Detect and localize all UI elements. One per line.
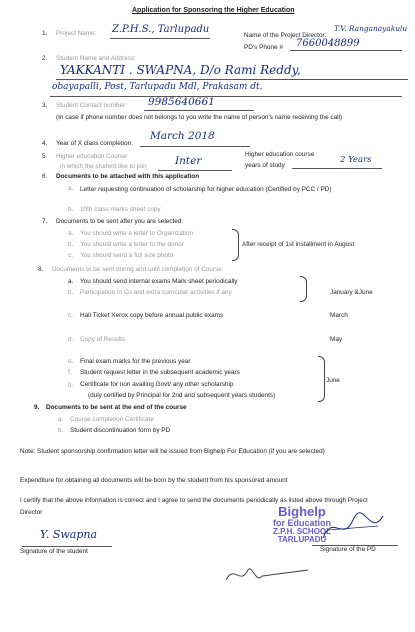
- x-class-completion-value: March 2018: [150, 130, 215, 142]
- item-2-number: 2.: [42, 55, 48, 62]
- years-of-study-label: Higher education course: [245, 151, 315, 158]
- schedule-june: June: [326, 377, 340, 384]
- student-contact-label: Student Contact number:: [56, 102, 128, 109]
- certification-statement: I certify that the above information is correct and I agree to send the documents periodically as listed above through Project Director: [20, 497, 368, 516]
- installment-note: After receipt of 1st installment in August: [242, 241, 355, 248]
- item-8-number: 8.: [38, 266, 44, 273]
- expenditure-note: Expenditure for obtaining all documents will be born by the student from his sponsored amount: [20, 477, 288, 484]
- item-5-number: 5.: [42, 153, 48, 160]
- item-7-number: 7.: [42, 218, 48, 225]
- higher-course-label-2: in which the student like to join: [60, 163, 147, 170]
- item-7a-text: You should write a letter to Organization: [80, 230, 194, 237]
- docs-during-course-heading: Documents to be sent during and until completion of Course:: [52, 266, 224, 273]
- project-name-label: Project Name:: [56, 30, 97, 37]
- attach-documents-heading: Documents to be attached with this application: [56, 173, 200, 180]
- item-8g-letter: g.: [68, 381, 74, 388]
- pen-scribble-mark: [222, 560, 312, 588]
- schedule-jan-june: January &June: [330, 289, 373, 296]
- selection-note: Note: Student sponsorship confirmation letter will be issued from Bighelp For Education (if you are selected): [20, 448, 325, 455]
- item-6b-text: 10th class marks sheet copy: [80, 206, 161, 213]
- item-8c-text: Hall Ticket Xerox copy before annual public exams: [80, 312, 224, 319]
- student-name-address-label: Student Name and Address:: [56, 55, 136, 62]
- item-9a-text: Course completion Certificate: [70, 416, 154, 423]
- pd-signature-label: Signature of the PD: [320, 546, 376, 553]
- item-8d-letter: d.: [68, 336, 74, 343]
- pd-signature-scribble: [318, 508, 388, 548]
- item-8e-text: Final exam marks for the previous year: [80, 358, 191, 365]
- docs-after-selection-heading: Documents to be sent after you are selected:: [56, 218, 184, 225]
- item-8e-letter: e.: [68, 358, 74, 365]
- student-address-line: obayapalli, Post, Tarlupadu Mdl, Prakasam dt.: [52, 82, 263, 92]
- pd-phone-label: PD's Phone #: [244, 44, 283, 51]
- item-7c-letter: c.: [68, 252, 73, 259]
- item-6-number: 6.: [42, 173, 48, 180]
- page-title: Application for Sponsoring the Higher Education: [132, 7, 295, 14]
- schedule-may: May: [330, 336, 343, 343]
- item-3-number: 3.: [42, 102, 48, 109]
- years-of-study-value: 2 Years: [340, 155, 372, 165]
- item-8a-text: You should send internal exams Mark sheet periodically: [80, 278, 238, 285]
- item-8g-subtext: (duly certified by Principal for 2nd and subsequent years students): [88, 392, 276, 399]
- item-8f-letter: f.: [68, 369, 72, 376]
- higher-course-value: Inter: [175, 155, 202, 167]
- phone-note: (In case if phone number does not belongs to you write the name of person's name receiving the call): [56, 114, 343, 121]
- stamp-line-3: Z.P.H. SCHOOL: [272, 527, 332, 537]
- item-9-number: 9.: [34, 404, 40, 411]
- item-8g-text: Certificate for non availing Govt/ any other scholarship: [80, 381, 234, 388]
- item-8b-letter: b.: [68, 289, 74, 296]
- item-7c-text: You should send a full size photo: [80, 252, 174, 259]
- student-signature: Y. Swapna: [40, 528, 98, 541]
- project-name-value: Z.P.H.S., Tarlupadu: [112, 24, 210, 35]
- student-signature-label: Signature of the student: [20, 548, 88, 555]
- schedule-march: March: [330, 312, 348, 319]
- docs-end-of-course-heading: Documents to be sent at the end of the course: [46, 404, 187, 411]
- item-7b-text: You should write a letter to the donor: [80, 241, 184, 248]
- project-director-value: T.V. Ranganayakulu: [334, 24, 408, 33]
- item-8a-letter: a.: [68, 278, 74, 285]
- item-9b-text: Student discontinuation form by PD: [70, 427, 171, 434]
- item-8f-text: Student request letter in the subsequent academic years: [80, 369, 240, 376]
- item-7b-letter: b.: [68, 241, 74, 248]
- stamp-line-2: for Education: [273, 517, 331, 528]
- item-9b-letter: b.: [58, 427, 64, 434]
- higher-course-label: Higher education Course: [56, 153, 127, 160]
- student-contact-value: 9985640661: [148, 96, 215, 108]
- stamp-line-4: TARLUPADU: [277, 535, 327, 545]
- years-of-study-label-2: years of study: [245, 162, 285, 169]
- item-7a-letter: a.: [68, 230, 74, 237]
- item-6a-letter: a.: [68, 185, 74, 192]
- item-4-number: 4.: [42, 140, 48, 147]
- item-9a-letter: a.: [58, 416, 64, 423]
- item-8d-text: Copy of Results: [80, 336, 126, 343]
- x-class-completion-label: Year of X class completion:: [56, 140, 133, 147]
- item-8c-letter: c.: [68, 312, 73, 319]
- student-name-line: YAKKANTI . SWAPNA, D/o Rami Reddy,: [60, 63, 301, 77]
- stamp-line-1: Bighelp: [278, 504, 326, 519]
- item-8b-text: Participation in Co and extra curricular activities if any: [80, 289, 232, 296]
- pd-phone-value: 7660048899: [296, 38, 360, 49]
- project-director-label: Name of the Project Director:: [244, 32, 327, 39]
- item-6a-text: Letter requesting continuation of scholarship for higher education (Certified by PCC / PD): [80, 186, 332, 193]
- item-6b-letter: b.: [68, 206, 74, 213]
- item-1-number: 1.: [42, 30, 48, 37]
